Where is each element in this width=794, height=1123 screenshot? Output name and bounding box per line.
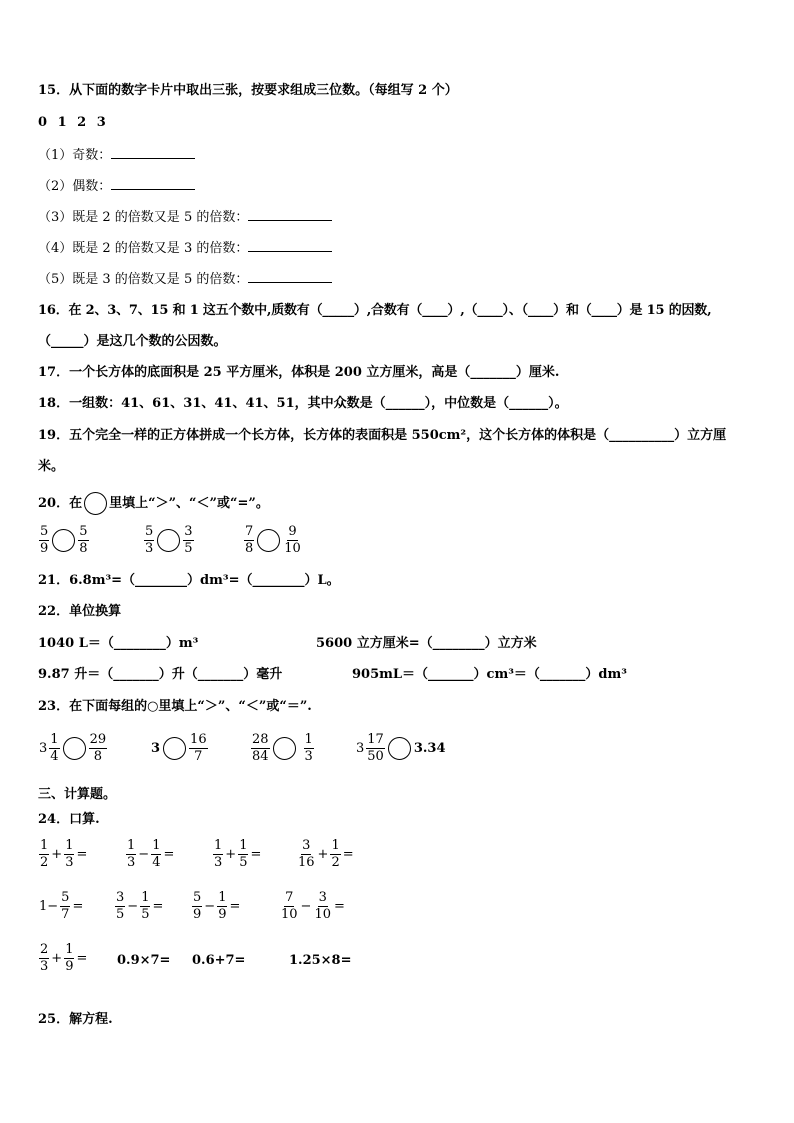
- q15-item-1-label: （1）奇数：: [38, 148, 112, 163]
- fraction-numerator: 1: [239, 838, 248, 853]
- q24-expr: [38, 891, 84, 922]
- fraction-numerator: 3: [318, 890, 327, 905]
- q16-line1: 16．在 2、3、7、15 和 1 这五个数中,质数有（_____）,合数有（____）,（____）、（____）和（____）是 15 的因数,: [38, 303, 712, 318]
- compare-circle-input[interactable]: [163, 737, 186, 760]
- q15-item-1: [38, 146, 195, 165]
- fraction-denominator: 10: [314, 907, 331, 922]
- fraction-denominator: 3: [40, 959, 49, 974]
- q24-expr: [38, 839, 88, 870]
- q20-pair-1: [38, 525, 90, 556]
- q24-calc: 1.25×8=: [289, 953, 352, 968]
- q24-expr: [125, 839, 175, 870]
- fraction-numerator: 1: [50, 732, 59, 747]
- fraction-denominator: 3: [214, 855, 223, 870]
- fraction-numerator: 1: [127, 838, 136, 853]
- q20-pair-2: [143, 525, 195, 556]
- compare-circle-input[interactable]: [63, 737, 86, 760]
- fraction-denominator: 9: [218, 907, 227, 922]
- equals-sign: =: [76, 847, 88, 862]
- compare-left-value: 3: [151, 741, 161, 756]
- fraction-numerator: 1: [218, 890, 227, 905]
- compare-circle-input[interactable]: [52, 529, 75, 552]
- fraction-numerator: 5: [61, 890, 70, 905]
- q15-cards: 0 1 2 3: [38, 115, 106, 130]
- operator: +: [317, 847, 329, 862]
- operator: +: [51, 951, 63, 966]
- answer-blank[interactable]: [248, 239, 332, 252]
- answer-blank[interactable]: [111, 177, 195, 190]
- q18-text: 18．一组数：41、61、31、41、41、51，其中众数是（______），中位数是（______）。: [38, 396, 568, 411]
- q23-group-3: [250, 733, 315, 764]
- compare-right-value: 3.34: [413, 741, 446, 756]
- fraction-numerator: 17: [367, 732, 384, 747]
- q16-line2: （_____）是这几个数的公因数。: [38, 334, 227, 349]
- equals-sign: =: [229, 899, 241, 914]
- equals-sign: =: [76, 951, 88, 966]
- fraction-numerator: 5: [193, 890, 202, 905]
- compare-circle-input[interactable]: [257, 529, 280, 552]
- q24-expr: [191, 891, 241, 922]
- fraction-denominator: 3: [145, 541, 154, 556]
- q15-item-3: [38, 208, 332, 227]
- fraction-denominator: 5: [239, 855, 248, 870]
- answer-blank[interactable]: [248, 270, 332, 283]
- fraction-numerator: 29: [89, 732, 107, 747]
- q15-item-4: [38, 239, 332, 258]
- fraction-denominator: 9: [193, 907, 202, 922]
- q22-r2a: 9.87 升＝（_______）升（_______）毫升: [38, 667, 283, 682]
- q15-stem: 15．从下面的数字卡片中取出三张，按要求组成三位数。（每组写 2 个）: [38, 83, 458, 98]
- fraction-numerator: 1: [152, 838, 161, 853]
- compare-circle-input[interactable]: [388, 737, 411, 760]
- q24-expr: [279, 891, 346, 922]
- q24-expr: [212, 839, 262, 870]
- q25-title: 25．解方程.: [38, 1012, 113, 1027]
- fraction-numerator: 1: [65, 942, 74, 957]
- q15-item-2: [38, 177, 195, 196]
- fraction-denominator: 3: [65, 855, 74, 870]
- q24-expr: [38, 943, 88, 974]
- fraction-numerator: 3: [116, 890, 125, 905]
- fraction-denominator: 8: [79, 541, 88, 556]
- operator: +: [225, 847, 237, 862]
- fraction-numerator: 1: [65, 838, 74, 853]
- fraction-numerator: 2: [40, 942, 49, 957]
- fraction-denominator: 7: [194, 749, 203, 764]
- section-3-title: 三、计算题。: [38, 787, 117, 802]
- fraction-numerator: 16: [190, 732, 207, 747]
- equals-sign: =: [163, 847, 175, 862]
- q22-r2b: 905mL＝（_______）cm³＝（_______）dm³: [352, 667, 627, 682]
- fraction-denominator: 2: [331, 855, 340, 870]
- q19-line1: 19．五个完全一样的正方体拼成一个长方体，长方体的表面积是 550cm²，这个长方体的体积是（__________）立方厘: [38, 428, 727, 443]
- q20-stem: [38, 492, 269, 515]
- fraction-denominator: 4: [50, 749, 59, 764]
- fraction-denominator: 84: [252, 749, 269, 764]
- fraction-numerator: 7: [245, 524, 254, 539]
- fraction-numerator: 5: [40, 524, 49, 539]
- fraction-denominator: 10: [284, 541, 301, 556]
- compare-circle-input[interactable]: [157, 529, 180, 552]
- q15-item-4-label: （4）既是 2 的倍数又是 3 的倍数：: [38, 241, 249, 256]
- q23-stem: 23．在下面每组的○里填上“＞”、“＜”或“＝”.: [38, 699, 312, 714]
- q15-item-3-label: （3）既是 2 的倍数又是 5 的倍数：: [38, 210, 249, 225]
- fraction-numerator: 3: [184, 524, 193, 539]
- fraction-numerator: 28: [252, 732, 269, 747]
- compare-circle-icon: [84, 492, 107, 515]
- expression-lead: 1−: [39, 899, 59, 914]
- operator: −: [138, 847, 150, 862]
- equals-sign: =: [334, 899, 345, 914]
- mixed-whole: 3: [39, 741, 48, 756]
- fraction-denominator: 50: [367, 749, 384, 764]
- q22-r1a: 1040 L＝（________）m³: [38, 636, 199, 651]
- q24-calc: 0.6+7=: [192, 953, 246, 968]
- equals-sign: =: [152, 899, 164, 914]
- fraction-numerator: 3: [302, 838, 311, 853]
- q24-calc: 0.9×7=: [117, 953, 171, 968]
- q17-text: 17．一个长方体的底面积是 25 平方厘米，体积是 200 立方厘米，高是（_______）厘米.: [38, 365, 560, 380]
- q24-expr: [114, 891, 164, 922]
- q23-group-1: [38, 733, 108, 764]
- operator: −: [204, 899, 216, 914]
- q15-item-5-label: （5）既是 3 的倍数又是 5 的倍数：: [38, 272, 249, 287]
- fraction-denominator: 7: [61, 907, 70, 922]
- fraction-denominator: 5: [141, 907, 150, 922]
- q21-text: 21．6.8m³=（________）dm³=（________）L。: [38, 573, 340, 588]
- fraction-numerator: 7: [285, 890, 294, 905]
- equals-sign: =: [250, 847, 262, 862]
- equals-sign: =: [342, 847, 354, 862]
- fraction-numerator: 5: [79, 524, 88, 539]
- fraction-denominator: 5: [184, 541, 193, 556]
- compare-circle-input[interactable]: [273, 737, 296, 760]
- q22-title: 22．单位换算: [38, 604, 122, 619]
- q24-title: 24．口算.: [38, 812, 100, 827]
- q19-line2: 米。: [38, 459, 65, 474]
- fraction-denominator: 4: [152, 855, 161, 870]
- fraction-denominator: 9: [65, 959, 74, 974]
- operator: −: [127, 899, 139, 914]
- fraction-denominator: 5: [116, 907, 125, 922]
- fraction-denominator: 8: [245, 541, 254, 556]
- fraction-denominator: 9: [40, 541, 49, 556]
- fraction-numerator: 1: [304, 732, 313, 747]
- fraction-denominator: 3: [127, 855, 136, 870]
- q23-group-4: [355, 733, 447, 764]
- fraction-numerator: 1: [141, 890, 150, 905]
- q23-group-2: [150, 733, 209, 764]
- fraction-numerator: 1: [214, 838, 223, 853]
- fraction-denominator: 8: [93, 749, 102, 764]
- fraction-numerator: 9: [288, 524, 297, 539]
- q24-expr: [296, 839, 355, 870]
- fraction-numerator: 5: [145, 524, 154, 539]
- fraction-numerator: 1: [331, 838, 340, 853]
- operator: +: [51, 847, 63, 862]
- fraction-numerator: 1: [40, 838, 49, 853]
- operator: −: [300, 899, 312, 914]
- mixed-whole: 3: [356, 741, 365, 756]
- equals-sign: =: [72, 899, 84, 914]
- fraction-denominator: 3: [304, 749, 313, 764]
- answer-blank[interactable]: [248, 208, 332, 221]
- q15-item-5: [38, 270, 332, 289]
- q20-stem-lead: 20．在: [38, 495, 83, 511]
- q15-item-2-label: （2）偶数：: [38, 179, 112, 194]
- q20-stem-tail: 里填上“＞”、“＜”或“=”。: [109, 495, 269, 511]
- fraction-denominator: 10: [281, 907, 298, 922]
- q20-pair-3: [243, 525, 303, 556]
- fraction-denominator: 2: [40, 855, 49, 870]
- answer-blank[interactable]: [111, 146, 195, 159]
- fraction-denominator: 16: [298, 855, 315, 870]
- q22-r1b: 5600 立方厘米=（________）立方米: [316, 636, 537, 651]
